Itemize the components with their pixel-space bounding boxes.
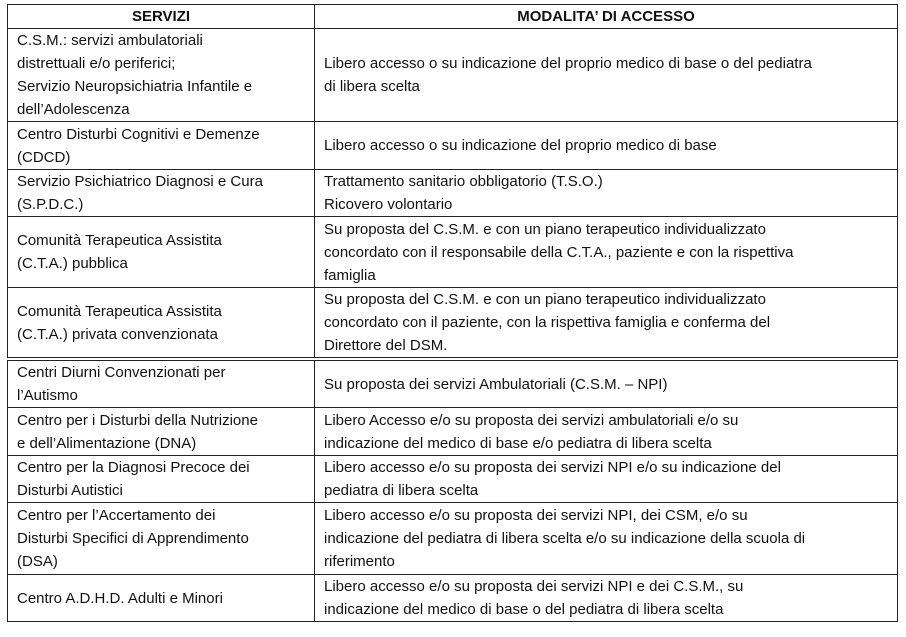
access-cell-line: Libero accesso e/o su proposta dei servizi NPI e dei C.S.M., su xyxy=(324,578,744,595)
access-cell-line: pediatra di libera scelta xyxy=(324,482,479,499)
table-row xyxy=(8,122,898,170)
service-cell xyxy=(8,29,315,122)
service-cell-line: l’Autismo xyxy=(17,387,78,404)
access-cell-line: Libero accesso o su indicazione del proprio medico di base xyxy=(324,137,717,154)
service-cell-line: Disturbi Specifici di Apprendimento xyxy=(17,530,249,547)
access-cell xyxy=(315,170,898,217)
table-row xyxy=(8,575,898,622)
table-row xyxy=(8,170,898,217)
service-cell-line: e dell’Alimentazione (DNA) xyxy=(17,434,197,452)
access-cell-line: Libero accesso e/o su proposta dei servizi NPI, dei CSM, e/o su xyxy=(324,507,748,524)
service-cell-line: Centro A.D.H.D. Adulti e Minori xyxy=(17,589,223,607)
service-cell-line: Disturbi Autistici xyxy=(17,482,123,499)
table-row xyxy=(8,217,898,288)
service-cell xyxy=(8,408,315,456)
service-cell-line: (S.P.D.C.) xyxy=(17,196,84,213)
access-cell-line: indicazione del pediatra di libera scelta e/o su indicazione della scuola di xyxy=(324,530,806,547)
service-cell xyxy=(8,575,315,622)
access-cell-line: Libero accesso o su indicazione del proprio medico di base o del pediatra xyxy=(324,55,812,72)
service-cell-line: Centro per i Disturbi della Nutrizione xyxy=(17,411,258,429)
access-cell-line: riferimento xyxy=(324,553,395,570)
header-servizi: SERVIZI xyxy=(8,5,315,29)
access-cell-line: Su proposta del C.S.M. e con un piano terapeutico individualizzato xyxy=(324,291,766,308)
access-cell xyxy=(315,29,898,122)
access-cell-line: concordato con il responsabile della C.T.A., paziente e con la rispettiva xyxy=(324,243,794,261)
access-cell xyxy=(315,575,898,622)
service-cell xyxy=(8,122,315,170)
service-cell-line: (C.T.A.) pubblica xyxy=(17,255,128,272)
service-cell-line: dell’Adolescenza xyxy=(17,101,130,118)
access-cell-line: indicazione del medico di base o del pediatra di libera scelta xyxy=(324,601,724,618)
service-cell-line: Comunità Terapeutica Assistita xyxy=(17,302,222,320)
access-cell xyxy=(315,217,898,288)
service-cell-line: Centri Diurni Convenzionati per xyxy=(17,364,226,381)
table-row xyxy=(8,288,898,360)
access-cell xyxy=(315,122,898,170)
access-cell-line: Su proposta dei servizi Ambulatoriali (C.S.M. – NPI) xyxy=(324,375,668,393)
access-cell-line: Libero Accesso e/o su proposta dei servizi ambulatoriali e/o su xyxy=(324,411,739,429)
table-header-row xyxy=(8,5,898,29)
service-cell-line: Servizio Psichiatrico Diagnosi e Cura xyxy=(17,173,263,190)
access-cell xyxy=(315,456,898,503)
header-modalita-accesso: MODALITA’ DI ACCESSO xyxy=(315,5,898,29)
access-cell xyxy=(315,288,898,360)
access-cell xyxy=(315,503,898,575)
table-body xyxy=(8,29,898,622)
access-cell-line: Direttore del DSM. xyxy=(324,337,448,354)
access-cell-line: Trattamento sanitario obbligatorio (T.S.O.) xyxy=(324,173,603,190)
access-cell-line: Ricovero volontario xyxy=(324,196,453,213)
access-cell-line: Su proposta del C.S.M. e con un piano terapeutico individualizzato xyxy=(324,220,766,238)
table-row xyxy=(8,359,898,408)
access-cell-line: concordato con il paziente, con la rispettiva famiglia e conferma del xyxy=(324,314,771,331)
table-row xyxy=(8,29,898,122)
access-cell-line: Libero accesso e/o su proposta dei servizi NPI e/o su indicazione del xyxy=(324,459,781,476)
service-cell-line: distrettuali e/o periferici; xyxy=(17,55,176,72)
table-row xyxy=(8,408,898,456)
service-cell xyxy=(8,359,315,408)
service-cell-line: C.S.M.: servizi ambulatoriali xyxy=(17,32,203,49)
service-cell-line: (DSA) xyxy=(17,553,58,570)
service-cell-line: Servizio Neuropsichiatria Infantile e xyxy=(17,78,253,95)
service-cell-line: Centro per la Diagnosi Precoce dei xyxy=(17,459,250,476)
service-cell-line: Comunità Terapeutica Assistita xyxy=(17,232,222,249)
service-cell xyxy=(8,288,315,360)
services-access-table xyxy=(7,4,898,622)
access-cell-line: indicazione del medico di base e/o pediatra di libera scelta xyxy=(324,434,712,452)
access-cell-line: famiglia xyxy=(324,266,376,284)
service-cell-line: Centro per l’Accertamento dei xyxy=(17,507,216,524)
table-row xyxy=(8,456,898,503)
access-cell xyxy=(315,408,898,456)
service-cell xyxy=(8,503,315,575)
service-cell-line: (CDCD) xyxy=(17,148,71,166)
table-row xyxy=(8,503,898,575)
service-cell xyxy=(8,456,315,503)
service-cell-line: Centro Disturbi Cognitivi e Demenze xyxy=(17,125,260,143)
service-cell-line: (C.T.A.) privata convenzionata xyxy=(17,325,218,343)
access-cell xyxy=(315,359,898,408)
access-cell-line: di libera scelta xyxy=(324,78,420,95)
service-cell xyxy=(8,170,315,217)
service-cell xyxy=(8,217,315,288)
